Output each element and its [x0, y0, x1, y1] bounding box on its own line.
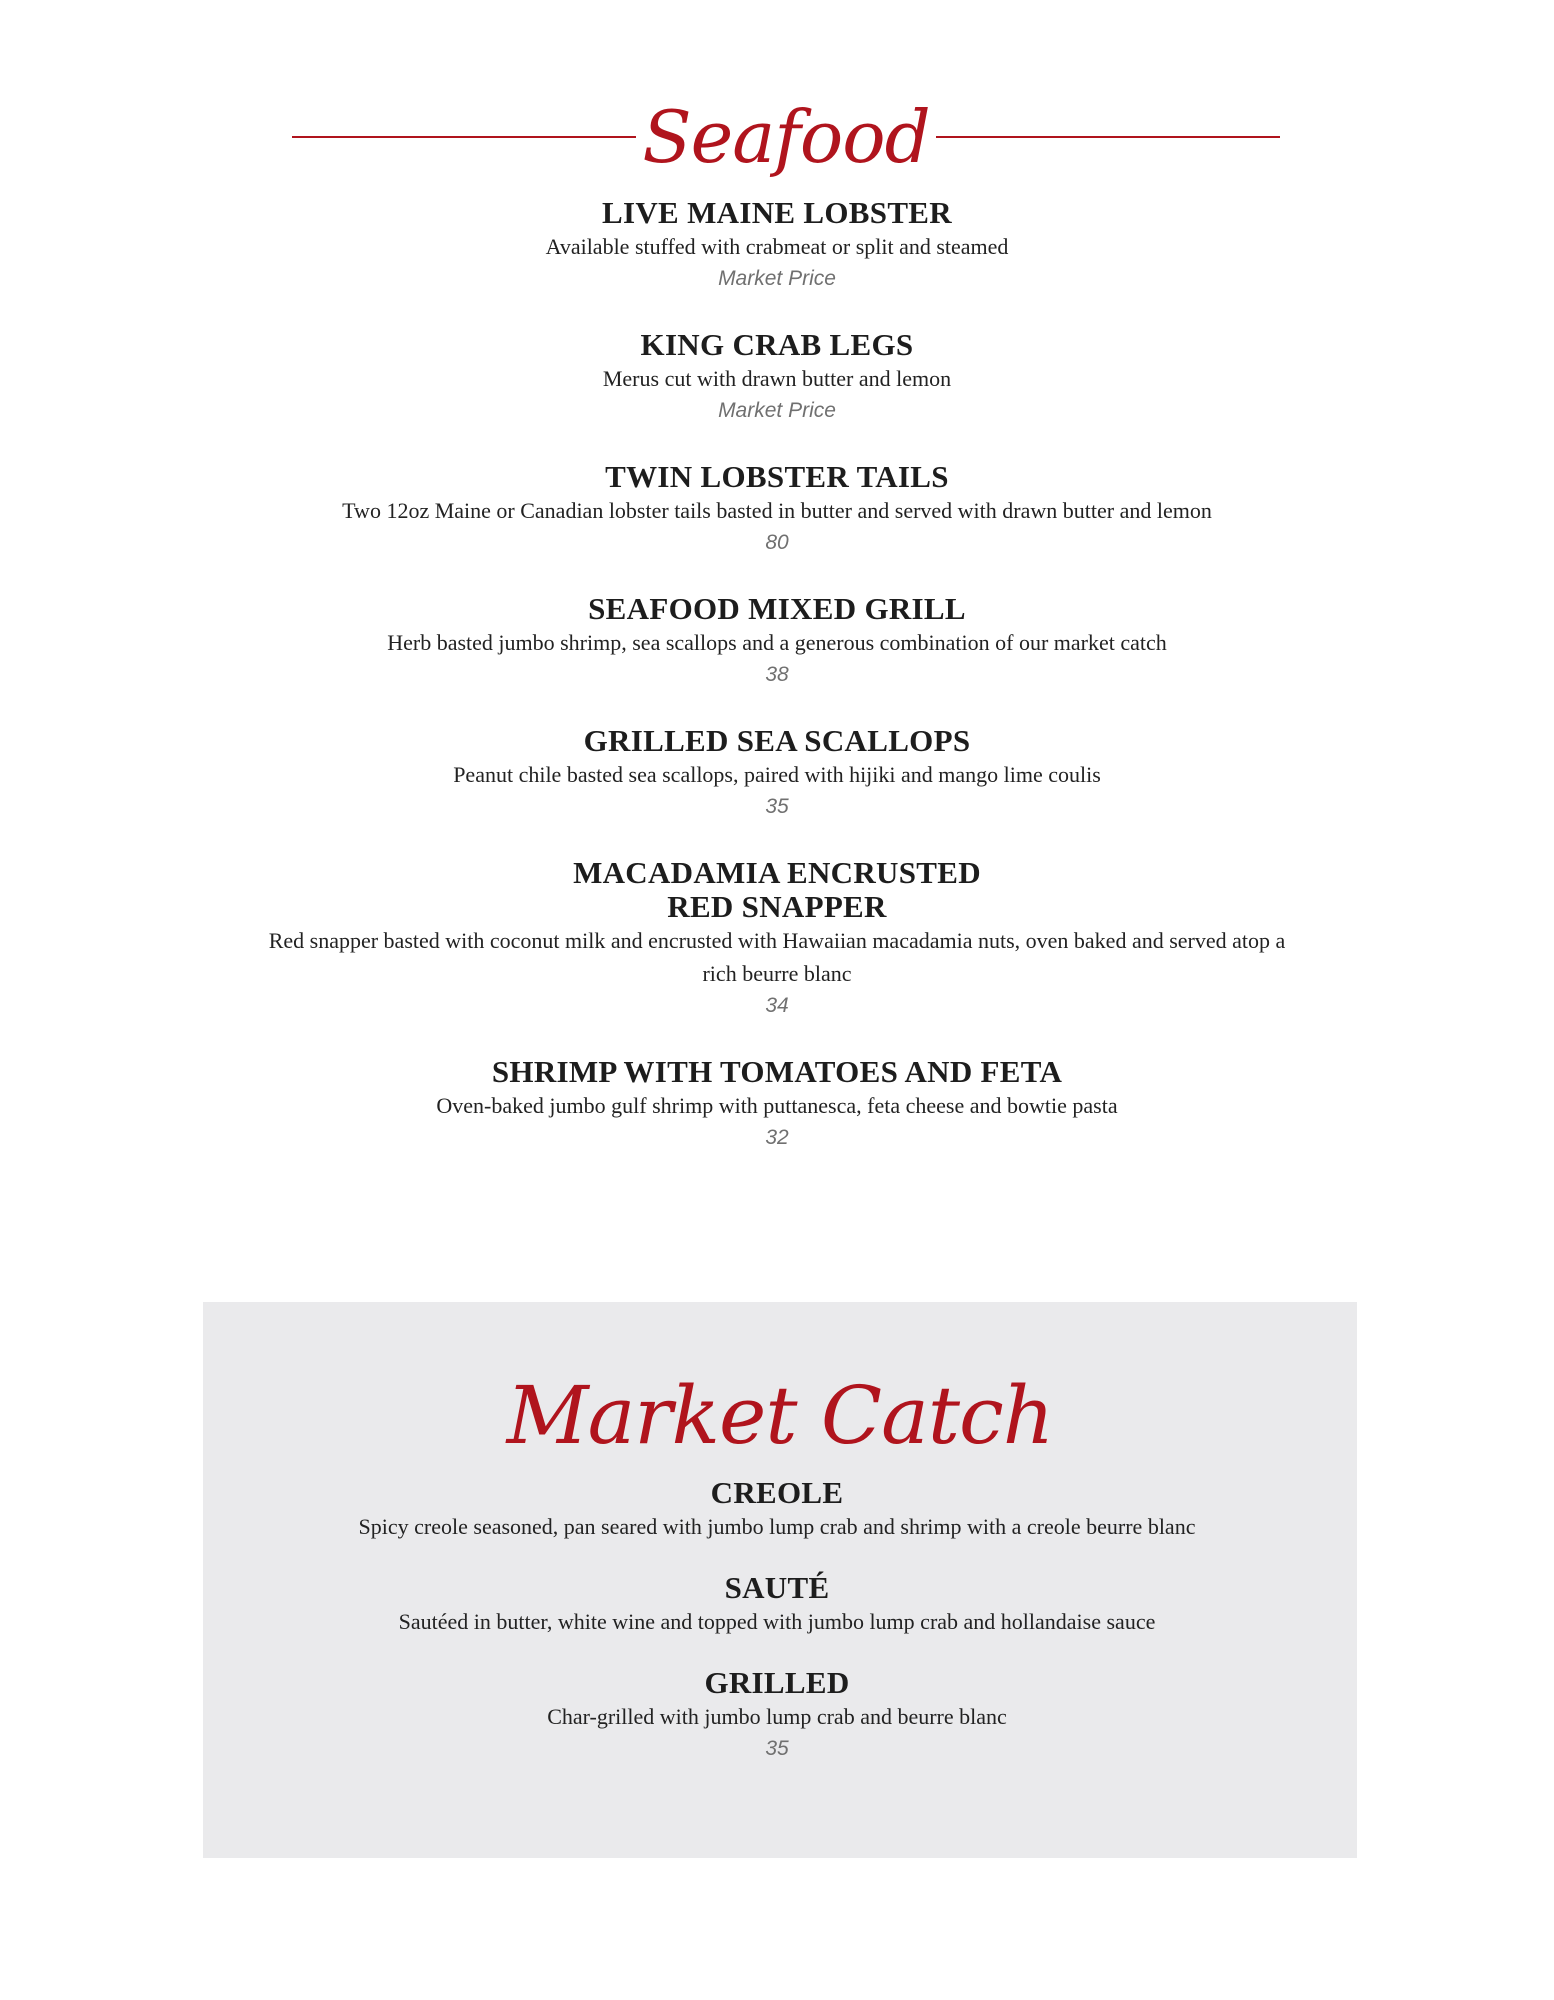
menu-item — [230, 196, 1324, 295]
item-name: CREOLE — [710, 1475, 844, 1510]
menu-item — [230, 1476, 1324, 1543]
menu-item — [230, 592, 1324, 691]
menu-item — [230, 856, 1324, 1022]
section-title-market-catch: Market Catch — [506, 1369, 1054, 1462]
market-catch-header — [203, 1369, 1357, 1462]
item-description: Spicy creole seasoned, pan seared with jumbo lump crab and shrimp with a creole beurre blanc — [358, 1514, 1196, 1539]
item-description: Peanut chile basted sea scallops, paired with hijiki and mango lime coulis — [453, 762, 1101, 787]
item-name: SHRIMP WITH TOMATOES AND FETA — [491, 1054, 1063, 1089]
menu-item — [230, 460, 1324, 559]
menu-item — [230, 1571, 1324, 1638]
section-title-seafood: Seafood — [642, 95, 930, 179]
item-price: Market Price — [718, 267, 836, 290]
item-name: GRILLED SEA SCALLOPS — [583, 723, 971, 758]
menu-item — [230, 1666, 1324, 1765]
item-name: GRILLED — [704, 1665, 850, 1700]
item-description: Herb basted jumbo shrimp, sea scallops and a generous combination of our market catch — [387, 630, 1167, 655]
item-price: Market Price — [718, 399, 836, 422]
item-description: Merus cut with drawn butter and lemon — [602, 366, 952, 391]
item-price: 34 — [765, 994, 789, 1017]
header-rule-right — [936, 136, 1280, 138]
seafood-menu-list — [230, 196, 1324, 1187]
menu-item — [230, 1055, 1324, 1154]
item-description: Char-grilled with jumbo lump crab and beurre blanc — [547, 1704, 1007, 1729]
header-rule-left — [292, 136, 636, 138]
menu-item — [230, 328, 1324, 427]
market-catch-list — [230, 1476, 1324, 1793]
seafood-header — [292, 92, 1280, 182]
item-price: 32 — [765, 1126, 789, 1149]
item-description: Red snapper basted with coconut milk and encrusted with Hawaiian macadamia nuts, oven baked and served atop a rich beurre blanc — [268, 928, 1286, 986]
item-price: 38 — [765, 663, 789, 686]
menu-item — [230, 724, 1324, 823]
item-name: LIVE MAINE LOBSTER — [602, 195, 952, 230]
item-price: 35 — [765, 1737, 789, 1760]
item-description: Two 12oz Maine or Canadian lobster tails basted in butter and served with drawn butter and lemon — [342, 498, 1212, 523]
item-price: 80 — [765, 531, 789, 554]
item-name: MACADAMIA ENCRUSTED RED SNAPPER — [573, 855, 981, 924]
item-name: KING CRAB LEGS — [640, 327, 914, 362]
item-name: SAUTÉ — [724, 1570, 830, 1605]
item-name: TWIN LOBSTER TAILS — [605, 459, 949, 494]
item-price: 35 — [765, 795, 789, 818]
item-description: Available stuffed with crabmeat or split and steamed — [545, 234, 1009, 259]
item-name: SEAFOOD MIXED GRILL — [588, 591, 966, 626]
item-description: Oven-baked jumbo gulf shrimp with puttanesca, feta cheese and bowtie pasta — [436, 1093, 1118, 1118]
item-description: Sautéed in butter, white wine and topped with jumbo lump crab and hollandaise sauce — [398, 1609, 1156, 1634]
